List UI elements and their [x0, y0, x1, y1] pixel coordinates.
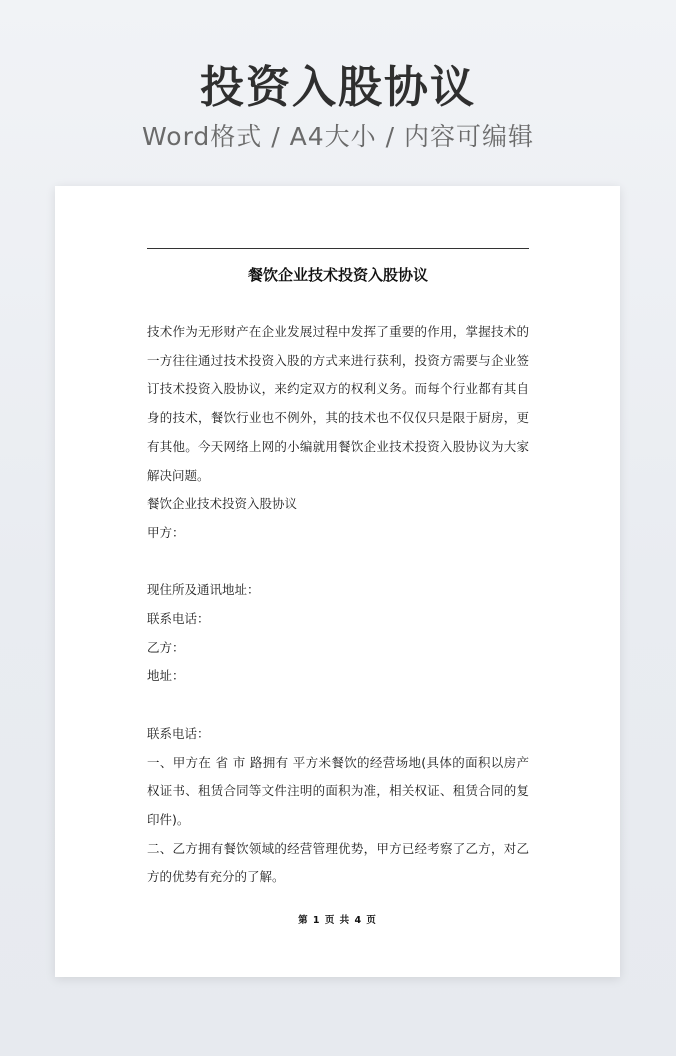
- address-b-line: 地址：: [147, 668, 185, 684]
- party-a-line: 甲方：: [147, 524, 185, 540]
- blank-line: [147, 691, 529, 720]
- page-number-footer: 第 1 页 共 4 页: [298, 915, 377, 926]
- phone-a-line: 联系电话：: [147, 611, 210, 627]
- document-page: [55, 186, 620, 977]
- clause-1-paragraph: 一、甲方在 省 市 路拥有 平方米餐饮的经营场地(具体的面积以房产权证书、租赁合同等文件注明的面积为准，相关权证、租赁合同的复印件)。: [147, 754, 529, 827]
- document-body: [147, 318, 529, 892]
- party-b-line: 乙方：: [147, 639, 185, 655]
- phone-b-line: 联系电话：: [147, 725, 210, 741]
- agreement-name-line: 餐饮企业技术投资入股协议: [147, 496, 298, 512]
- document-title: 餐饮企业技术投资入股协议: [247, 266, 428, 284]
- address-a-line: 现住所及通讯地址：: [147, 582, 260, 598]
- intro-paragraph: 技术作为无形财产在企业发展过程中发挥了重要的作用，掌握技术的一方往往通过技术投资入股的方式来进行获利，投资方需要与企业签订技术投资入股协议，来约定双方的权利义务。而每个行业都有其自身的技术，餐饮行业也不例外，其的技术也不仅仅只是限于厨房，更有其他。今天网络上网的小编就用餐饮企业技术投资入股协议为大家解决问题。: [147, 324, 529, 483]
- header-rule: [147, 248, 529, 249]
- blank-line: [147, 548, 529, 577]
- banner-title: 投资入股协议: [200, 62, 476, 113]
- banner: [0, 60, 676, 154]
- banner-subtitle: Word格式 / A4大小 / 内容可编辑: [142, 122, 534, 151]
- clause-2-paragraph: 二、乙方拥有餐饮领域的经营管理优势，甲方已经考察了乙方，对乙方的优势有充分的了解。: [147, 840, 529, 885]
